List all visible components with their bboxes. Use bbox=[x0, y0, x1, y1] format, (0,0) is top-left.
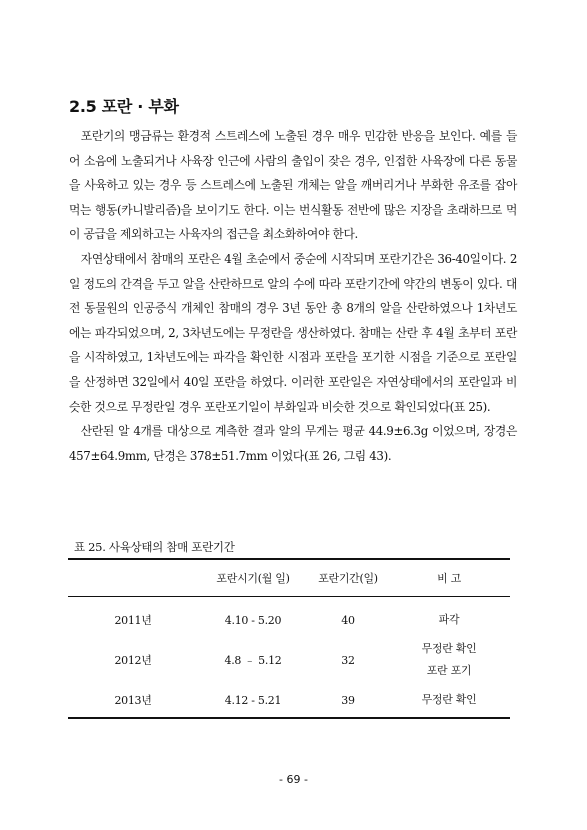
page-number: - 69 - bbox=[279, 773, 308, 786]
section-heading: 2.5 포란 · 부화 bbox=[69, 97, 179, 116]
table-row bbox=[68, 683, 510, 718]
note-line: 무정란 확인 bbox=[421, 693, 477, 706]
incubation-table bbox=[68, 558, 510, 719]
cell-year: 2011년 bbox=[114, 614, 152, 627]
header-year bbox=[68, 559, 198, 597]
paragraph: 포란기의 맹금류는 환경적 스트레스에 노출된 경우 매우 민감한 반응을 보인다. 예를 들어 소음에 노출되거나 사육장 인근에 사람의 출입이 잦은 경우, 인접한 사육장에 다른 동물을 사육하고 있는 경우 등 스트레스에 노출된 개체는 알을 깨버리거나 부화한 유조를 잡아먹는 행동(카니발리즘)을 보이기도 한다. 이는 번식활동 전반에 많은 지장을 초래하므로 먹이 공급을 제외하고는 사육자의 접근을 최소화하여야 한다. bbox=[69, 129, 517, 242]
header-period: 포란시기(월 일) bbox=[216, 572, 290, 585]
cell-period: 4.12 - 5.21 bbox=[224, 693, 282, 707]
table-caption: 표 25. 사육상태의 참매 포란기간 bbox=[74, 540, 235, 554]
cell-period: 4.8 ﹣ 5.12 bbox=[224, 654, 282, 667]
cell-period: 4.10 - 5.20 bbox=[224, 613, 282, 627]
note-line: 파각 bbox=[438, 613, 460, 626]
header-days: 포란기간(일) bbox=[318, 572, 378, 585]
table-row bbox=[68, 597, 510, 638]
cell-note bbox=[388, 637, 510, 683]
paragraph: 산란된 알 4개를 대상으로 계측한 결과 알의 무게는 평균 44.9±6.3g 이었으며, 장경은 457±64.9mm, 단경은 378±51.7mm 이었다(표 26, 그림 43). bbox=[69, 424, 517, 463]
note-line: 무정란 확인 bbox=[421, 642, 477, 655]
cell-year: 2013년 bbox=[114, 694, 152, 707]
cell-note bbox=[388, 683, 510, 718]
cell-year: 2012년 bbox=[114, 654, 152, 667]
paragraph: 자연상태에서 참매의 포란은 4월 초순에서 중순에 시작되며 포란기간은 36-40일이다. 2일 정도의 간격을 두고 알을 산란하므로 알의 수에 따라 포란기간에 약간의 변동이 있다. 대전 동물원의 인공증식 개체인 참매의 경우 3년 동안 총 8개의 알을 산란하였으나 1차년도에는 파각되었으며, 2, 3차년도에는 무정란을 생산하였다. 참매는 산란 후 4월 초부터 포란을 시작하였고, 1차년도에는 파각을 확인한 시점과 포란을 포기한 시점을 기준으로 포란일을 산정하면 32일에서 40일 포란을 하였다. 이러한 포란일은 자연상태에서의 포란일과 비슷한 것으로 무정란일 경우 포란포기일이 부화일과 비슷한 것으로 확인되었다(표 25). bbox=[69, 251, 517, 414]
cell-days: 39 bbox=[341, 693, 355, 707]
note-line: 포란 포기 bbox=[426, 664, 472, 677]
cell-days: 32 bbox=[341, 653, 355, 667]
cell-days: 40 bbox=[341, 613, 355, 627]
body-text bbox=[69, 124, 517, 468]
cell-note bbox=[388, 597, 510, 638]
table-row bbox=[68, 637, 510, 683]
table-header-row bbox=[68, 559, 510, 597]
header-note: 비 고 bbox=[437, 572, 461, 585]
